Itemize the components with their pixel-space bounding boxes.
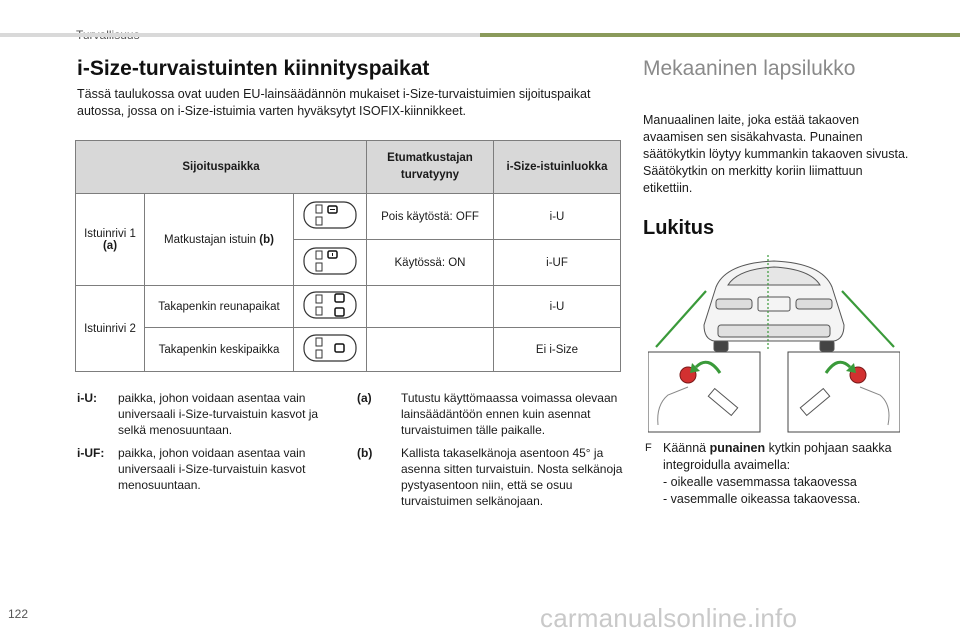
- watermark: carmanualsonline.info: [540, 603, 798, 633]
- class-iu-rear: i-U: [494, 286, 621, 328]
- car-rear-icon: [704, 261, 844, 351]
- car-diagram-cell: [294, 194, 367, 240]
- childlock-description: Manuaalinen laite, joka estää takaoven avaamisen sen sisäkahvasta. Punainen säätökytkin löytyy kummankin takaoven sivusta. Säätökytkin on merkitty koriin liimattuun etikettiin.: [643, 113, 909, 195]
- childlock-title: Mekaaninen lapsilukko: [643, 57, 856, 80]
- header-class: i-Size-istuinluokka: [494, 141, 621, 194]
- bullet-icon: F: [645, 442, 652, 454]
- row-group-1: Istuinrivi 1 (a): [76, 194, 145, 286]
- airbag-empty: [367, 286, 494, 328]
- right-door-panel: [788, 352, 900, 432]
- page-title: i-Size-turvaistuinten kiinnityspaikat: [77, 57, 430, 80]
- list-item: - vasemmalle oikeassa takaovessa.: [663, 492, 861, 506]
- car-seat-rear-outer-icon: [302, 289, 358, 321]
- seat-passenger: Matkustajan istuin (b): [145, 194, 294, 286]
- car-seat-forwardfacing-icon: [302, 245, 358, 277]
- table-row: [76, 286, 621, 328]
- car-diagram-cell: [294, 328, 367, 372]
- car-diagram-cell: [294, 286, 367, 328]
- childlock-illustration: [648, 255, 900, 435]
- seat-rear-center: Takapenkin keskipaikka: [145, 328, 294, 372]
- class-iu: i-U: [494, 194, 621, 240]
- header-location: Sijoituspaikka: [76, 141, 367, 194]
- locking-title: Lukitus: [643, 217, 715, 239]
- list-item: - oikealle vasemmassa takaovessa: [663, 475, 857, 489]
- row-group-2: Istuinrivi 2: [76, 286, 145, 372]
- left-door-panel: [648, 352, 760, 432]
- intro-paragraph: Tässä taulukossa ovat uuden EU-lainsäädännön mukaiset i-Size-turvaistuimien sijoituspaikat autossa, jossa on i-Size-istuimia varten hyväksytyt ISOFIX-kiinnikkeet.: [77, 87, 591, 118]
- car-diagram-cell: [294, 240, 367, 286]
- class-iuf: i-UF: [494, 240, 621, 286]
- table-row: [76, 194, 621, 240]
- table-header-row: [76, 141, 621, 194]
- seat-rear-outer: Takapenkin reunapaikat: [145, 286, 294, 328]
- page-number: 122: [8, 607, 29, 621]
- table-row: [76, 328, 621, 372]
- isize-table: [75, 140, 621, 372]
- header-bar-left: [0, 33, 480, 37]
- airbag-off: Pois käytöstä: OFF: [367, 194, 494, 240]
- header-bar-right: [480, 33, 960, 37]
- airbag-empty: [367, 328, 494, 372]
- class-none: Ei i-Size: [494, 328, 621, 372]
- header-airbag: Etumatkustajan turvatyyny: [367, 141, 494, 194]
- car-seat-rearfacing-icon: [302, 199, 358, 231]
- airbag-on: Käytössä: ON: [367, 240, 494, 286]
- car-seat-rear-center-icon: [302, 332, 358, 364]
